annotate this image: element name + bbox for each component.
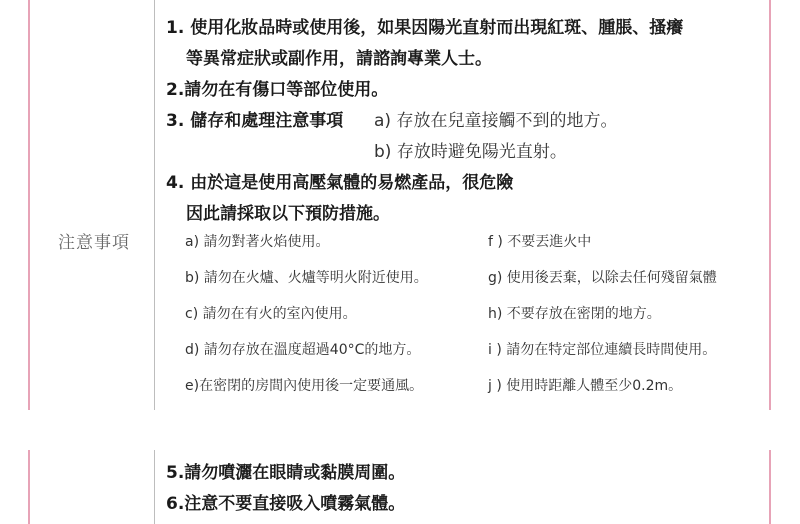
precaution-e: e)在密閉的房間內使用後一定要通風。 [185, 378, 424, 394]
item-3-heading: 3. 儲存和處理注意事項 [166, 111, 344, 131]
precaution-c: c) 請勿在有火的室內使用。 [185, 306, 357, 322]
precaution-h: h) 不要存放在密閉的地方。 [488, 306, 661, 322]
item-5: 5.請勿噴灑在眼睛或黏膜周圍。 [166, 463, 406, 483]
item-4-line-1: 4. 由於這是使用高壓氣體的易燃產品，很危險 [166, 173, 514, 193]
precaution-g: g) 使用後丟棄，以除去任何殘留氣體 [488, 270, 717, 286]
left-border-bottom [28, 450, 30, 524]
item-2: 2.請勿在有傷口等部位使用。 [166, 80, 389, 100]
column-divider-top [154, 0, 155, 410]
left-border-top [28, 0, 30, 410]
item-1-line-2: 等異常症狀或副作用，請諮詢專業人士。 [186, 49, 492, 69]
precaution-a: a) 請勿對著火焰使用。 [185, 234, 330, 250]
precaution-d: d) 請勿存放在溫度超過40°C的地方。 [185, 342, 421, 358]
precaution-b: b) 請勿在火爐、火爐等明火附近使用。 [185, 270, 428, 286]
column-divider-bottom [154, 450, 155, 524]
item-4-line-2: 因此請採取以下預防措施。 [186, 204, 390, 224]
item-1-line-1: 1. 使用化妝品時或使用後，如果因陽光直射而出現紅斑、腫脹、搔癢 [166, 18, 684, 38]
precaution-i: i ) 請勿在特定部位連續長時間使用。 [488, 342, 717, 358]
item-3-b: b) 存放時避免陽光直射。 [374, 142, 567, 162]
right-border-top [769, 0, 771, 410]
precaution-j: j ) 使用時距離人體至少0.2m。 [488, 378, 683, 394]
item-3-a: a) 存放在兒童接觸不到的地方。 [374, 111, 618, 131]
right-border-bottom [769, 450, 771, 524]
precaution-f: f ) 不要丟進火中 [488, 234, 592, 250]
section-label: 注意事項 [58, 233, 130, 253]
item-6: 6.注意不要直接吸入噴霧氣體。 [166, 494, 406, 514]
